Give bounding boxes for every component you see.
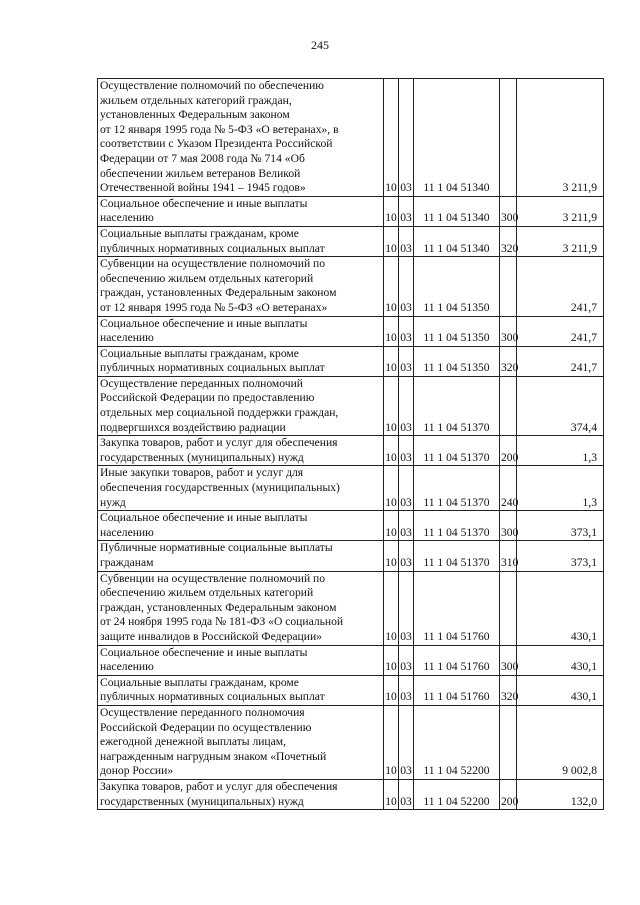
row-target-article-code: 11 1 04 51370 xyxy=(414,466,500,511)
row-target-article-code: 11 1 04 51340 xyxy=(414,79,500,197)
row-amount: 132,0 xyxy=(517,779,604,809)
row-description xyxy=(98,466,384,511)
row-expense-type-code: 300 xyxy=(500,511,517,541)
row-amount: 3 211,9 xyxy=(517,226,604,256)
row-description xyxy=(98,779,384,809)
row-target-article-code: 11 1 04 51350 xyxy=(414,346,500,376)
row-description-text: Социальное обеспечение и иные выплаты населению xyxy=(100,196,308,225)
table-row xyxy=(98,196,604,226)
row-section-code: 10 xyxy=(384,571,399,645)
row-description-text: Иные закупки товаров, работ и услуг для обеспечения государственных (муниципальных) нужд xyxy=(100,466,340,509)
row-amount: 1,3 xyxy=(517,466,604,511)
row-description-text: Социальные выплаты гражданам, кроме публичных нормативных социальных выплат xyxy=(100,675,325,704)
row-description xyxy=(98,705,384,779)
row-subsection-code: 03 xyxy=(399,376,414,435)
table-row xyxy=(98,571,604,645)
row-expense-type-code xyxy=(500,257,517,316)
row-subsection-code: 03 xyxy=(399,779,414,809)
row-subsection-code: 03 xyxy=(399,257,414,316)
row-amount: 430,1 xyxy=(517,571,604,645)
row-section-code: 10 xyxy=(384,346,399,376)
row-subsection-code: 03 xyxy=(399,571,414,645)
row-amount: 430,1 xyxy=(517,645,604,675)
row-description xyxy=(98,79,384,197)
row-target-article-code: 11 1 04 51370 xyxy=(414,436,500,466)
row-description xyxy=(98,511,384,541)
row-target-article-code: 11 1 04 51370 xyxy=(414,541,500,571)
row-section-code: 10 xyxy=(384,226,399,256)
row-expense-type-code: 200 xyxy=(500,779,517,809)
row-section-code: 10 xyxy=(384,196,399,226)
row-description xyxy=(98,571,384,645)
row-target-article-code: 11 1 04 51760 xyxy=(414,645,500,675)
row-amount: 373,1 xyxy=(517,541,604,571)
table-row xyxy=(98,541,604,571)
row-subsection-code: 03 xyxy=(399,541,414,571)
row-section-code: 10 xyxy=(384,257,399,316)
row-section-code: 10 xyxy=(384,79,399,197)
row-section-code: 10 xyxy=(384,541,399,571)
row-description-text: Закупка товаров, работ и услуг для обеспечения государственных (муниципальных) нужд xyxy=(100,779,338,808)
row-description-text: Социальное обеспечение и иные выплаты населению xyxy=(100,316,308,345)
table-row xyxy=(98,511,604,541)
row-target-article-code: 11 1 04 51760 xyxy=(414,675,500,705)
table-row xyxy=(98,376,604,435)
table-row xyxy=(98,226,604,256)
row-description xyxy=(98,675,384,705)
budget-table-body xyxy=(98,79,604,810)
row-description-text: Социальные выплаты гражданам, кроме публичных нормативных социальных выплат xyxy=(100,346,325,375)
row-expense-type-code: 300 xyxy=(500,645,517,675)
row-description-text: Социальное обеспечение и иные выплаты населению xyxy=(100,511,308,539)
row-description xyxy=(98,645,384,675)
page-number: 245 xyxy=(311,38,329,52)
row-subsection-code: 03 xyxy=(399,511,414,541)
row-subsection-code: 03 xyxy=(399,645,414,675)
row-amount: 241,7 xyxy=(517,316,604,346)
row-target-article-code: 11 1 04 52200 xyxy=(414,705,500,779)
row-amount: 373,1 xyxy=(517,511,604,541)
row-target-article-code: 11 1 04 51370 xyxy=(414,376,500,435)
row-target-article-code: 11 1 04 51350 xyxy=(414,257,500,316)
row-amount: 1,3 xyxy=(517,436,604,466)
row-subsection-code: 03 xyxy=(399,346,414,376)
row-description xyxy=(98,257,384,316)
row-amount: 9 002,8 xyxy=(517,705,604,779)
row-target-article-code: 11 1 04 52200 xyxy=(414,779,500,809)
row-description-text: Осуществление переданного полномочия Российской Федерации по осуществлению ежегодной денежной выплаты лицам, награжденным нагрудным знаком «Почетный донор России» xyxy=(100,705,327,778)
row-description-text: Социальное обеспечение и иные выплаты населению xyxy=(100,645,308,674)
row-section-code: 10 xyxy=(384,436,399,466)
row-subsection-code: 03 xyxy=(399,316,414,346)
row-expense-type-code xyxy=(500,79,517,197)
row-expense-type-code: 310 xyxy=(500,541,517,571)
row-description xyxy=(98,376,384,435)
row-amount: 241,7 xyxy=(517,257,604,316)
table-row xyxy=(98,675,604,705)
row-target-article-code: 11 1 04 51370 xyxy=(414,511,500,541)
row-description-text: Субвенции на осуществление полномочий по обеспечению жильем отдельных категорий граждан, установленных Федеральным законом от 12 января 1995 года № 5-ФЗ «О ветеранах» xyxy=(100,257,337,314)
row-description xyxy=(98,346,384,376)
row-expense-type-code xyxy=(500,705,517,779)
table-row xyxy=(98,466,604,511)
row-section-code: 10 xyxy=(384,316,399,346)
row-subsection-code: 03 xyxy=(399,705,414,779)
row-section-code: 10 xyxy=(384,466,399,511)
row-section-code: 10 xyxy=(384,511,399,541)
row-target-article-code: 11 1 04 51350 xyxy=(414,316,500,346)
row-section-code: 10 xyxy=(384,705,399,779)
row-description-text: Социальные выплаты гражданам, кроме публичных нормативных социальных выплат xyxy=(100,226,325,255)
row-description xyxy=(98,226,384,256)
table-row xyxy=(98,436,604,466)
row-subsection-code: 03 xyxy=(399,226,414,256)
row-target-article-code: 11 1 04 51760 xyxy=(414,571,500,645)
row-expense-type-code: 300 xyxy=(500,316,517,346)
row-amount: 3 211,9 xyxy=(517,196,604,226)
row-description-text: Осуществление полномочий по обеспечению жильем отдельных категорий граждан, установленных Федеральным законом от 12 января 1995 года № 5-ФЗ «О ветеранах», в соответствии с Указом Президента Российской Федерации от 7 мая 2008 года № 714 «Об обеспечении жильем ветеранов Великой Отечественной войны 1941 – 1945 годов» xyxy=(100,79,339,195)
row-expense-type-code: 240 xyxy=(500,466,517,511)
row-amount: 374,4 xyxy=(517,376,604,435)
row-subsection-code: 03 xyxy=(399,466,414,511)
table-row xyxy=(98,257,604,316)
table-row xyxy=(98,79,604,197)
table-row xyxy=(98,705,604,779)
row-description xyxy=(98,316,384,346)
row-subsection-code: 03 xyxy=(399,675,414,705)
row-amount: 3 211,9 xyxy=(517,79,604,197)
row-description-text: Публичные нормативные социальные выплаты гражданам xyxy=(100,541,333,569)
table-row xyxy=(98,779,604,809)
row-expense-type-code: 320 xyxy=(500,226,517,256)
row-expense-type-code xyxy=(500,376,517,435)
row-description-text: Субвенции на осуществление полномочий по обеспечению жильем отдельных категорий граждан, установленных Федеральным законом от 24 ноября 1995 года № 181-ФЗ «О социальной защите инвалидов в Российской Федерации» xyxy=(100,571,344,643)
row-subsection-code: 03 xyxy=(399,196,414,226)
row-subsection-code: 03 xyxy=(399,79,414,197)
row-expense-type-code: 300 xyxy=(500,196,517,226)
row-expense-type-code: 200 xyxy=(500,436,517,466)
row-target-article-code: 11 1 04 51340 xyxy=(414,226,500,256)
table-row xyxy=(98,645,604,675)
row-section-code: 10 xyxy=(384,779,399,809)
row-description-text: Закупка товаров, работ и услуг для обеспечения государственных (муниципальных) нужд xyxy=(100,436,338,464)
row-subsection-code: 03 xyxy=(399,436,414,466)
row-description xyxy=(98,541,384,571)
row-expense-type-code: 320 xyxy=(500,346,517,376)
row-amount: 430,1 xyxy=(517,675,604,705)
budget-table xyxy=(97,78,604,810)
row-target-article-code: 11 1 04 51340 xyxy=(414,196,500,226)
row-description-text: Осуществление переданных полномочий Российской Федерации по предоставлению отдельных мер социальной поддержки граждан, подвергшихся воздействию радиации xyxy=(100,376,339,434)
row-amount: 241,7 xyxy=(517,346,604,376)
row-section-code: 10 xyxy=(384,376,399,435)
row-section-code: 10 xyxy=(384,675,399,705)
table-row xyxy=(98,346,604,376)
row-description xyxy=(98,436,384,466)
table-row xyxy=(98,316,604,346)
row-section-code: 10 xyxy=(384,645,399,675)
row-expense-type-code xyxy=(500,571,517,645)
row-description xyxy=(98,196,384,226)
row-expense-type-code: 320 xyxy=(500,675,517,705)
